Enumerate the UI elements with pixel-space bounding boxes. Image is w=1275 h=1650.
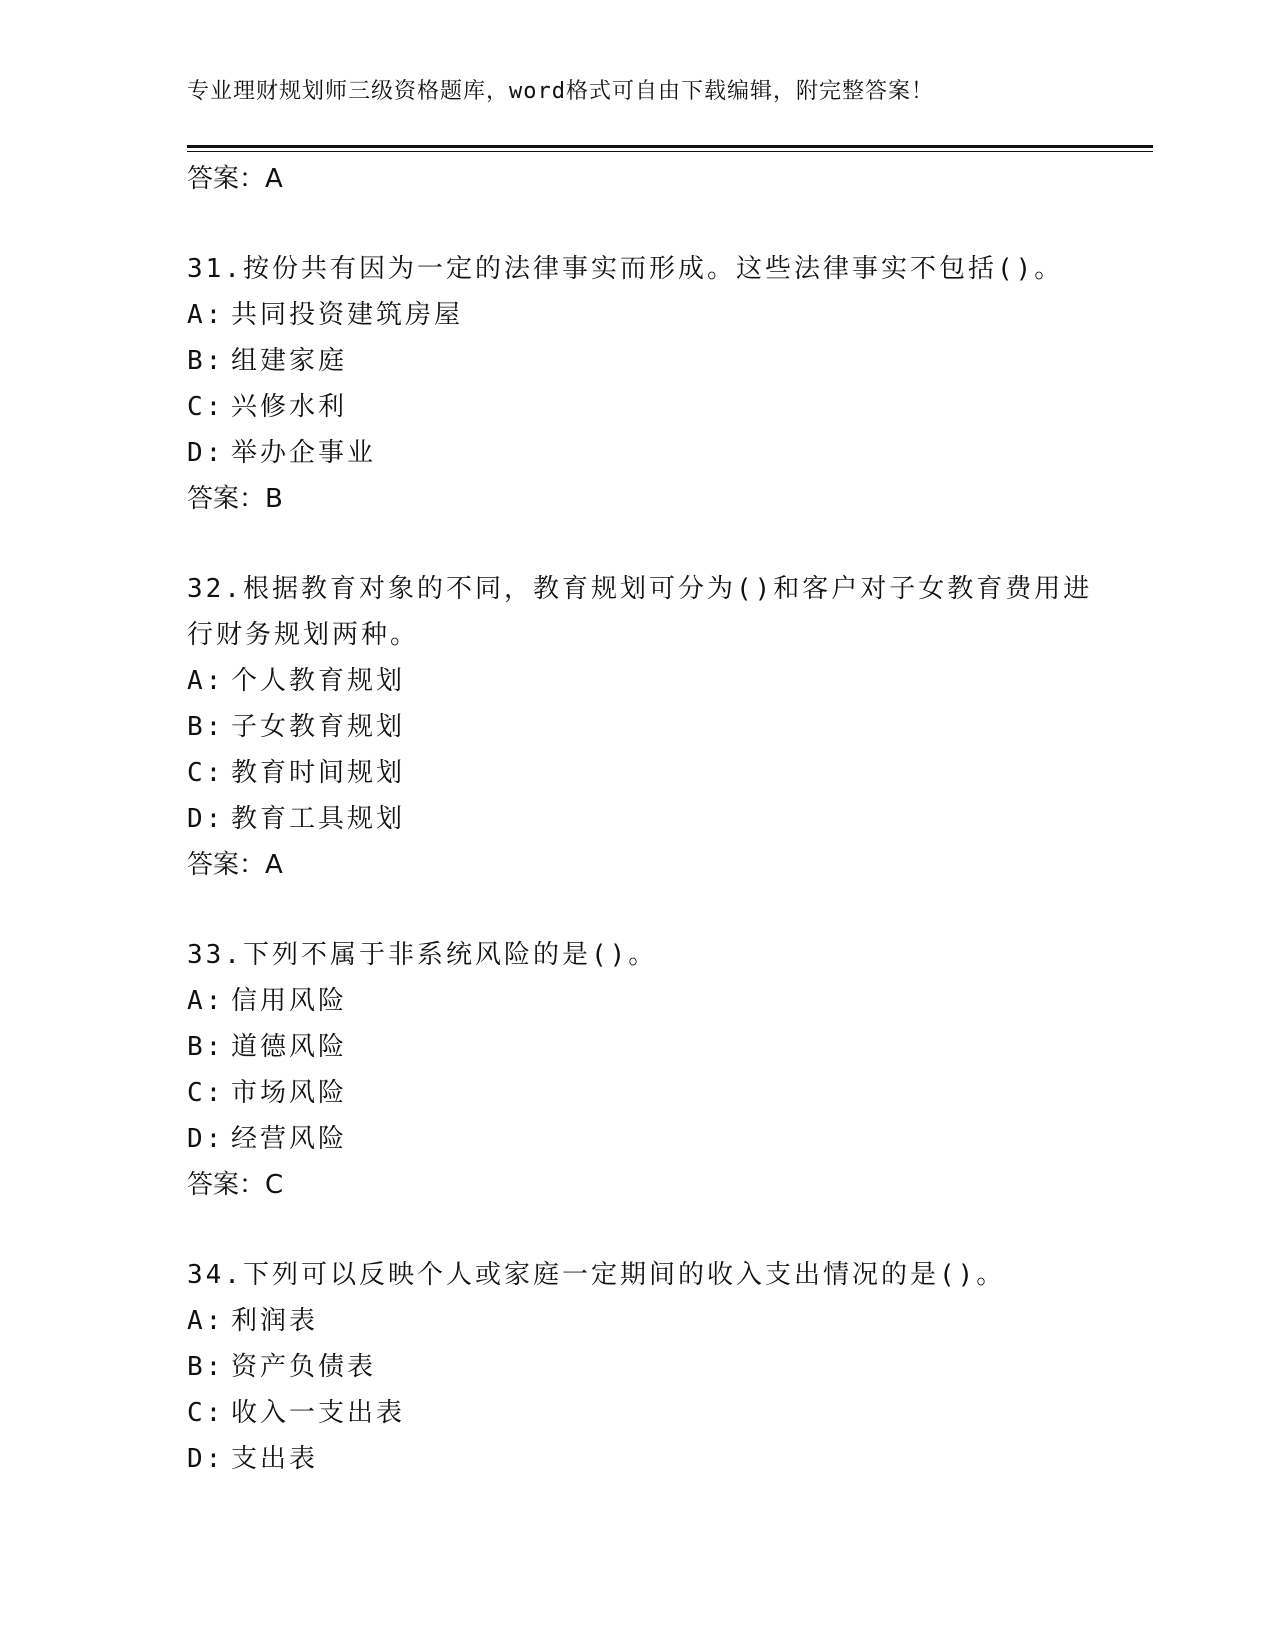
option-letter: C: — [187, 758, 225, 788]
option-text: 利润表 — [231, 1306, 319, 1336]
option-a — [187, 292, 1117, 338]
question-stem: 根据教育对象的不同，教育规划可分为()和客户对子女教育费用进行财务规划两种。 — [187, 574, 1093, 650]
option-text: 子女教育规划 — [231, 712, 406, 742]
option-a — [187, 978, 1117, 1024]
question-number: 31. — [187, 254, 243, 284]
option-b — [187, 338, 1117, 384]
question-text — [187, 1252, 1117, 1298]
answer-line: 答案：C — [187, 1170, 284, 1200]
option-text: 市场风险 — [231, 1078, 348, 1108]
option-text: 收入一支出表 — [231, 1398, 406, 1428]
question-stem: 下列可以反映个人或家庭一定期间的收入支出情况的是()。 — [242, 1260, 1006, 1290]
spacer — [187, 888, 1117, 932]
spacer — [187, 202, 1117, 246]
option-letter: D: — [187, 804, 225, 834]
question-number: 33. — [187, 940, 243, 970]
question-text — [187, 566, 1117, 658]
option-letter: D: — [187, 438, 225, 468]
option-letter: C: — [187, 1398, 225, 1428]
question-number: 32. — [187, 574, 243, 604]
option-letter: C: — [187, 1078, 225, 1108]
option-text: 兴修水利 — [231, 392, 348, 422]
question-stem: 下列不属于非系统风险的是()。 — [242, 940, 658, 970]
option-b — [187, 1024, 1117, 1070]
answer-line: 答案：A — [187, 850, 283, 880]
option-a — [187, 1298, 1117, 1344]
question-stem: 按份共有因为一定的法律事实而形成。这些法律事实不包括()。 — [242, 254, 1064, 284]
option-text: 举办企事业 — [231, 438, 377, 468]
option-c — [187, 1070, 1117, 1116]
option-text: 信用风险 — [231, 986, 348, 1016]
question-34 — [187, 1252, 1117, 1482]
option-text: 支出表 — [231, 1444, 319, 1474]
page-header: 专业理财规划师三级资格题库，word格式可自由下载编辑，附完整答案！ — [187, 79, 934, 104]
previous-answer: 答案：A — [187, 164, 283, 194]
answer-line: 答案：B — [187, 484, 283, 514]
question-31 — [187, 246, 1117, 522]
option-letter: A: — [187, 1306, 225, 1336]
option-letter: D: — [187, 1124, 225, 1154]
option-c — [187, 750, 1117, 796]
option-d — [187, 1436, 1117, 1482]
option-text: 资产负债表 — [231, 1352, 377, 1382]
option-c — [187, 1390, 1117, 1436]
option-text: 经营风险 — [231, 1124, 348, 1154]
spacer — [187, 1208, 1117, 1252]
option-text: 共同投资建筑房屋 — [231, 300, 464, 330]
option-c — [187, 384, 1117, 430]
option-letter: B: — [187, 1032, 225, 1062]
question-text — [187, 932, 1117, 978]
option-letter: B: — [187, 346, 225, 376]
option-letter: D: — [187, 1444, 225, 1474]
question-text — [187, 246, 1117, 292]
question-number: 34. — [187, 1260, 243, 1290]
option-letter: C: — [187, 392, 225, 422]
option-letter: B: — [187, 712, 225, 742]
option-letter: B: — [187, 1352, 225, 1382]
option-text: 个人教育规划 — [231, 666, 406, 696]
option-text: 道德风险 — [231, 1032, 348, 1062]
option-letter: A: — [187, 666, 225, 696]
option-letter: A: — [187, 986, 225, 1016]
question-33 — [187, 932, 1117, 1208]
option-text: 组建家庭 — [231, 346, 348, 376]
option-b — [187, 704, 1117, 750]
question-list — [187, 156, 1117, 1482]
spacer — [187, 522, 1117, 566]
option-a — [187, 658, 1117, 704]
option-text: 教育时间规划 — [231, 758, 406, 788]
option-d — [187, 796, 1117, 842]
option-d — [187, 430, 1117, 476]
question-32 — [187, 566, 1117, 888]
option-text: 教育工具规划 — [231, 804, 406, 834]
option-d — [187, 1116, 1117, 1162]
option-b — [187, 1344, 1117, 1390]
header-rule-thick — [187, 145, 1153, 148]
header-rule-thin — [187, 151, 1153, 152]
option-letter: A: — [187, 300, 225, 330]
